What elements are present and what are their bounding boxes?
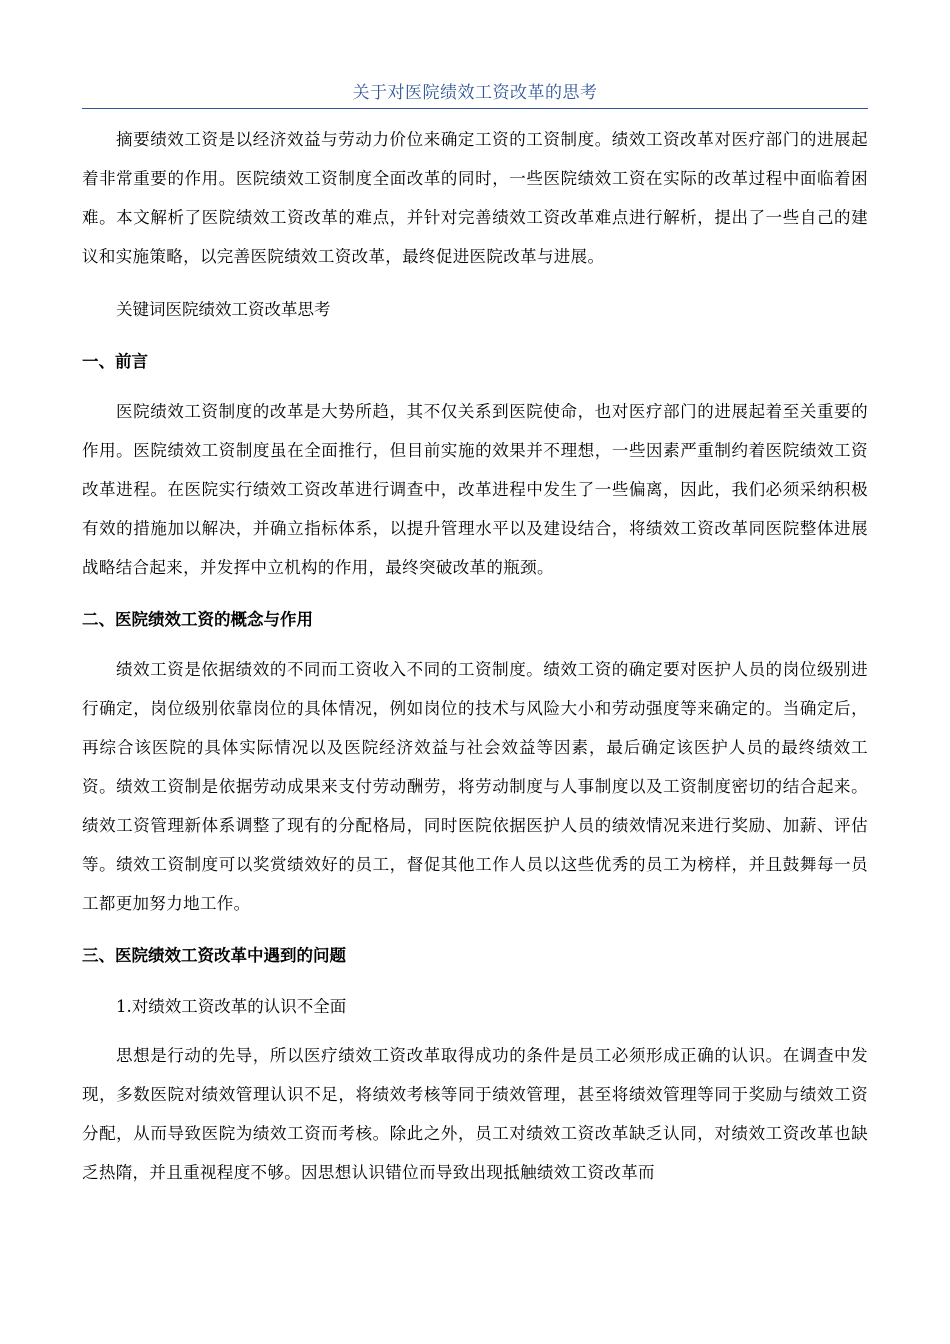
keywords-line: 关键词医院绩效工资改革思考	[116, 300, 331, 319]
section-heading-preface: 一、前言	[82, 352, 148, 371]
section-paragraph-preface: 医院绩效工资制度的改革是大势所趋，其不仅关系到医院使命，也对医疗部门的进展起着至关重要的作用。医院绩效工资制度虽在全面推行，但目前实施的效果并不理想，一些因素严重制约着医院绩效工资改革进程。在医院实行绩效工资改革进行调查中，改革进程中发生了一些偏离，因此，我们必须采纳积极有效的措施加以解决，并确立指标体系，以提升管理水平以及建设结合，将绩效工资改革同医院整体进展战略结合起来，并发挥中立机构的作用，最终突破改革的瓶颈。	[82, 402, 868, 577]
section-paragraph-problems: 思想是行动的先导，所以医疗绩效工资改革取得成功的条件是员工必须形成正确的认识。在调查中发现，多数医院对绩效管理认识不足，将绩效考核等同于绩效管理，甚至将绩效管理等同于奖励与绩效工资分配，从而导致医院为绩效工资而考核。除此之外，员工对绩效工资改革缺乏认同，对绩效工资改革也缺乏热隋，并且重视程度不够。因思想认识错位而导致出现抵触绩效工资改革而	[82, 1046, 868, 1182]
section-heading-problems: 三、医院绩效工资改革中遇到的问题	[82, 946, 346, 965]
section-paragraph-concept: 绩效工资是依据绩效的不同而工资收入不同的工资制度。绩效工资的确定要对医护人员的岗位级别进行确定，岗位级别依靠岗位的具体情况，例如岗位的技术与风险大小和劳动强度等来确定的。当确定后，再综合该医院的具体实际情况以及医院经济效益与社会效益等因素，最后确定该医护人员的最终绩效工资。绩效工资制是依据劳动成果来支付劳动酬劳，将劳动制度与人事制度以及工资制度密切的结合起来。绩效工资管理新体系调整了现有的分配格局，同时医院依据医护人员的绩效情况来进行奖励、加薪、评估等。绩效工资制度可以奖赏绩效好的员工，督促其他工作人员以这些优秀的员工为榜样，并且鼓舞每一员工都更加努力地工作。	[82, 660, 868, 913]
abstract-paragraph: 摘要绩效工资是以经济效益与劳动力价位来确定工资的工资制度。绩效工资改革对医疗部门的进展起着非常重要的作用。医院绩效工资制度全面改革的同时，一些医院绩效工资在实际的改革过程中面临着困难。本文解析了医院绩效工资改革的难点，并针对完善绩效工资改革难点进行解析，提出了一些自己的建议和实施策略，以完善医院绩效工资改革，最终促进医院改革与进展。	[82, 130, 868, 266]
page-header-title: 关于对医院绩效工资改革的思考	[352, 83, 598, 103]
document-body	[82, 120, 868, 1192]
subsection-heading-awareness: 1.对绩效工资改革的认识不全面	[116, 997, 347, 1016]
header-divider	[82, 108, 868, 109]
section-heading-concept: 二、医院绩效工资的概念与作用	[82, 610, 313, 629]
